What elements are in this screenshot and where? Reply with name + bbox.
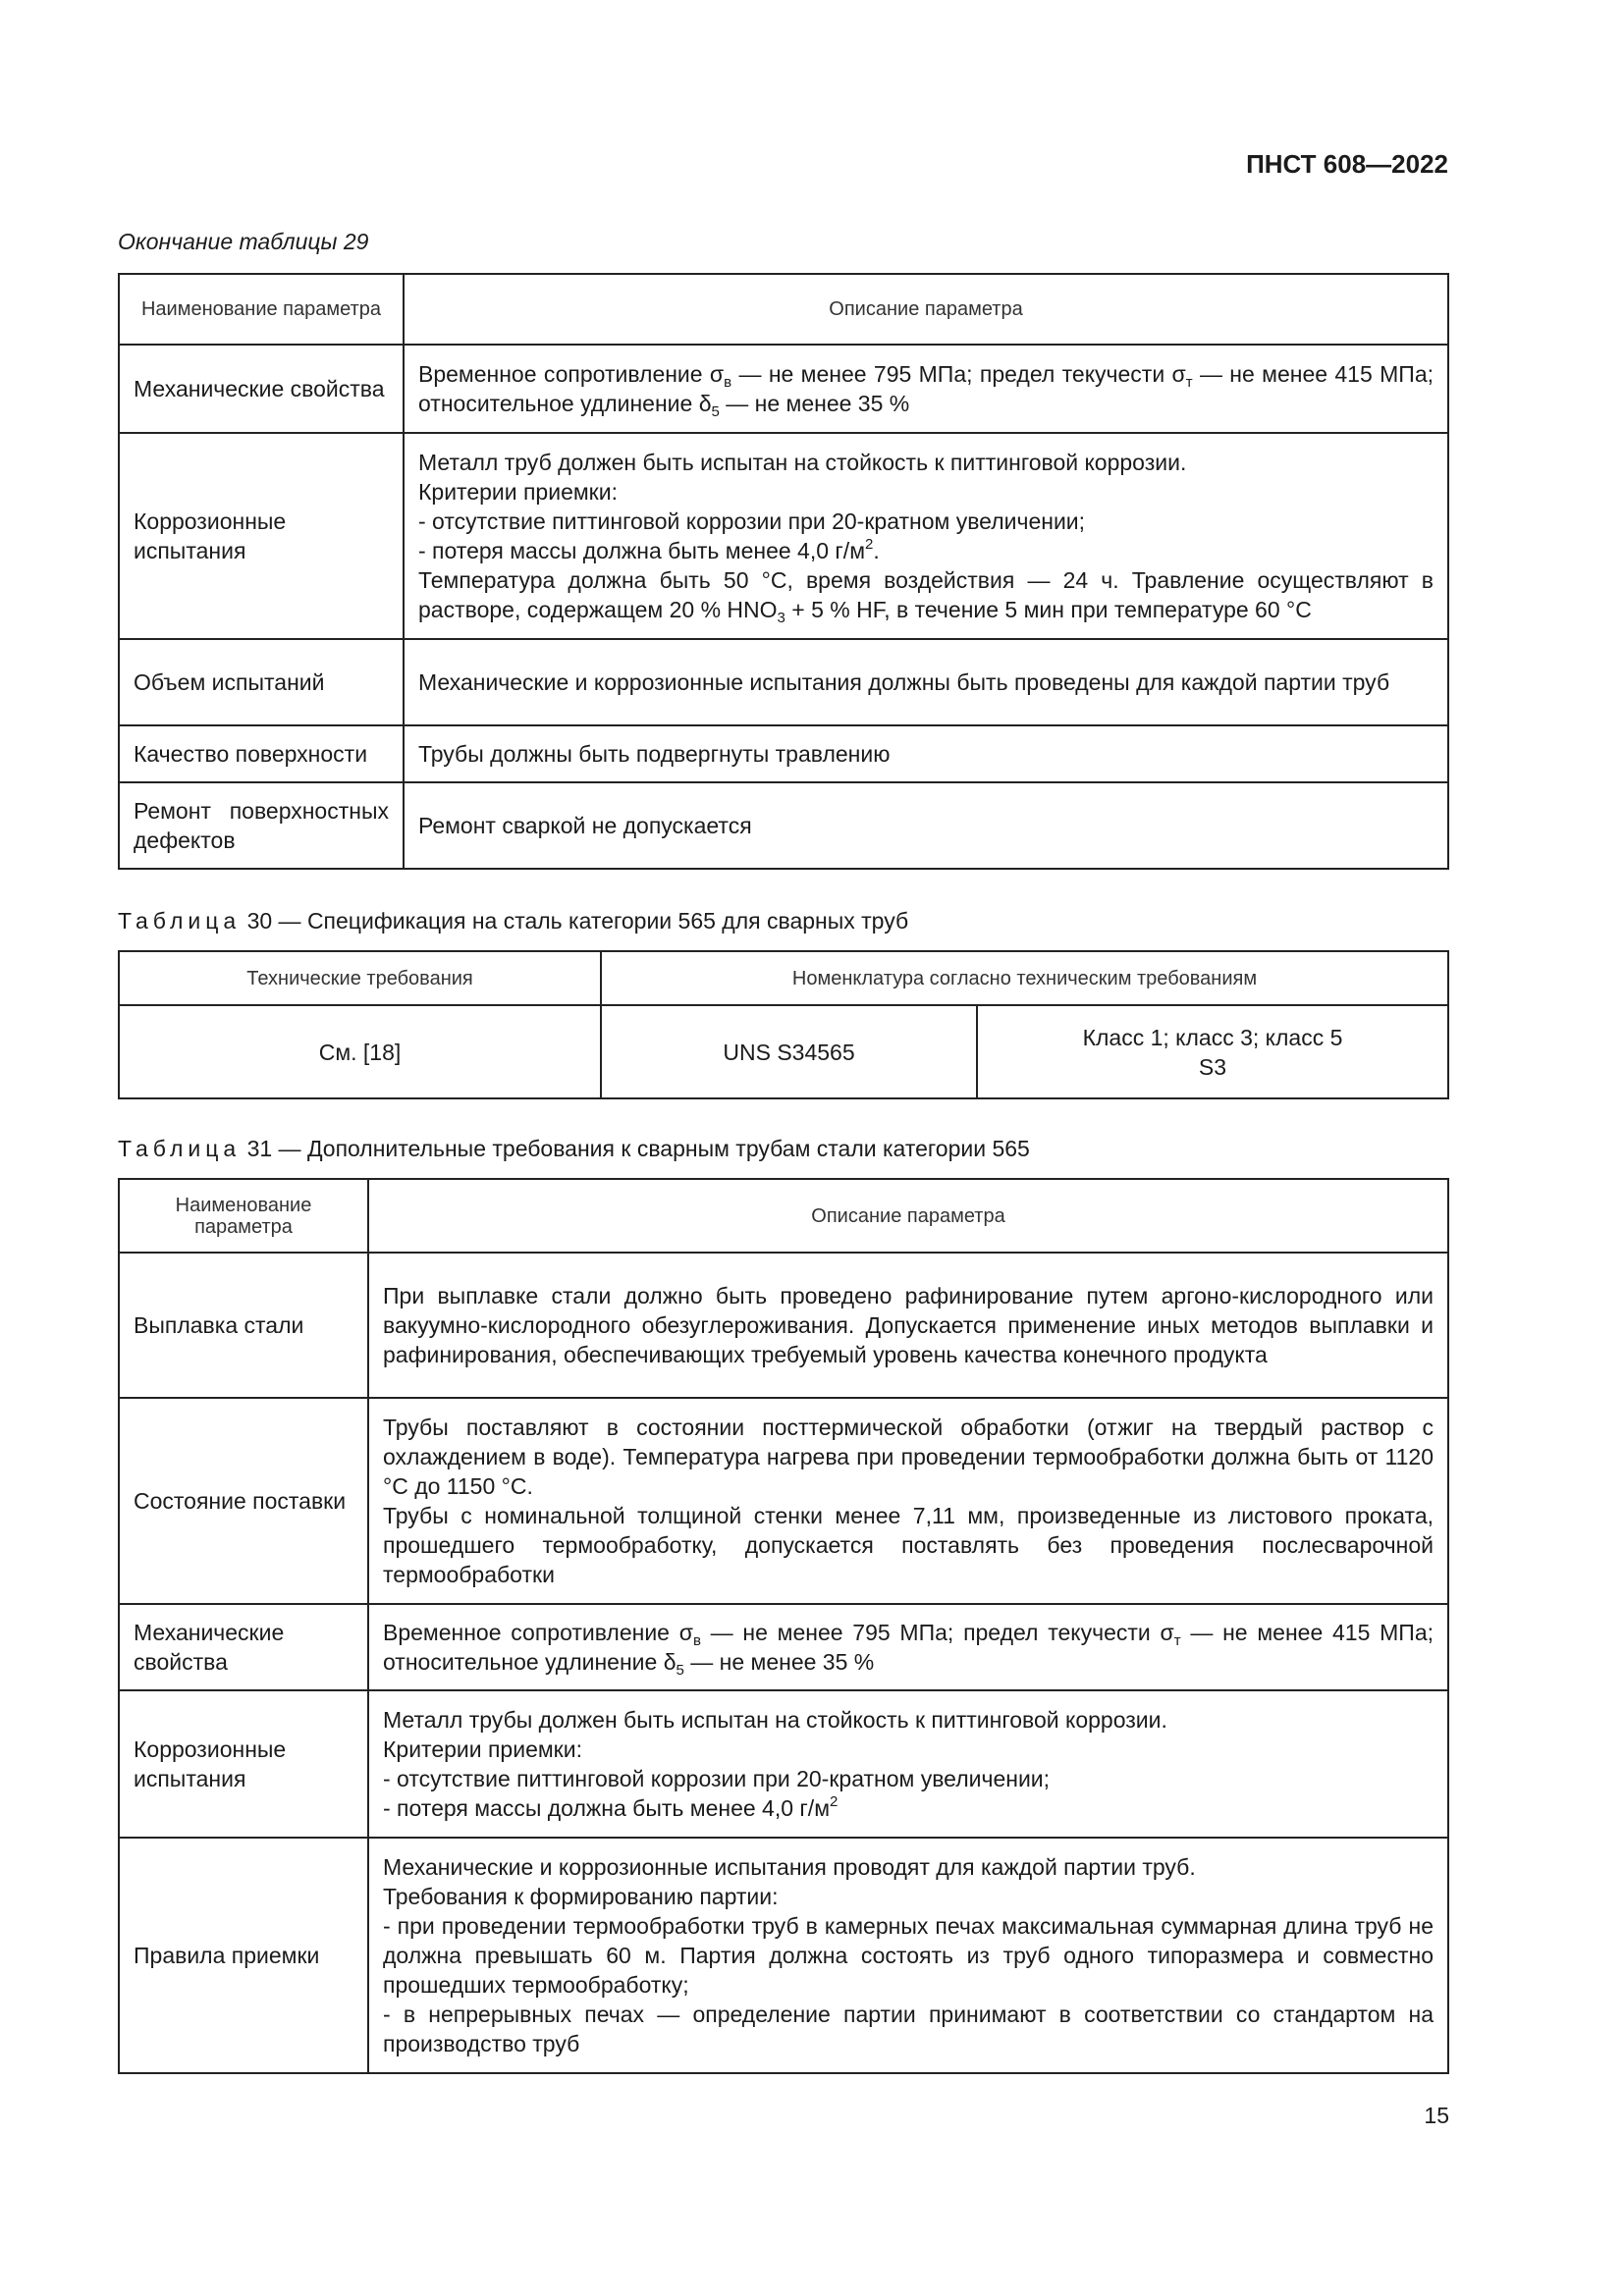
column-header-description: Описание параметра <box>368 1179 1448 1253</box>
param-name: Качество поверхности <box>119 725 404 782</box>
text-line: - отсутствие питтинговой коррозии при 20-кратном увеличении; <box>418 508 1086 534</box>
subscript: 5 <box>711 403 720 420</box>
column-header-requirements: Технические требования <box>119 951 601 1005</box>
param-name: Механические свойства <box>119 345 404 433</box>
table-31 <box>118 1178 1449 2074</box>
param-description <box>404 345 1448 433</box>
text: - потеря массы должна быть менее 4,0 г/м <box>383 1795 831 1821</box>
text-line: Металл трубы должен быть испытан на стойкость к питтинговой коррозии. <box>383 1707 1167 1733</box>
table-row <box>119 782 1448 869</box>
table-row <box>119 1838 1448 2073</box>
text-line: Металл труб должен быть испытан на стойкость к питтинговой коррозии. <box>418 450 1187 475</box>
param-description <box>368 1838 1448 2073</box>
text: + 5 % HF, в течение 5 мин при температуре 60 °C <box>785 597 1312 622</box>
text: — не менее 795 МПа; предел текучести σ <box>731 361 1186 387</box>
text-line: Механические и коррозионные испытания проводят для каждой партии труб. <box>383 1854 1196 1880</box>
param-description <box>404 433 1448 639</box>
table-30 <box>118 950 1449 1099</box>
table-31-caption <box>118 1136 1030 1162</box>
param-name: Выплавка стали <box>119 1253 368 1398</box>
table-row <box>119 1690 1448 1838</box>
text-paragraph: Трубы с номинальной толщиной стенки менее 7,11 мм, произведенные из листового проката, прошедшего термообработку, допускается поставлять без проведения послесварочной термообработки <box>383 1503 1434 1587</box>
cell-class <box>977 1005 1448 1098</box>
text: . <box>873 538 880 563</box>
subscript: т <box>1173 1632 1181 1649</box>
subscript: 5 <box>676 1662 684 1679</box>
subscript: т <box>1185 374 1193 391</box>
table-row <box>119 1398 1448 1604</box>
text-line <box>383 1793 1434 1823</box>
column-header-description: Описание параметра <box>404 274 1448 345</box>
text: Температура должна быть 50 °C, время воздействия — 24 ч. Травление осуществляют в растворе, содержащем 20 % HNO <box>418 567 1434 622</box>
table-row <box>119 433 1448 639</box>
text: — не менее 415 МПа; относительное удлинение δ <box>418 361 1434 416</box>
subscript: в <box>692 1632 701 1649</box>
cell-uns: UNS S34565 <box>601 1005 977 1098</box>
table-row <box>119 1253 1448 1398</box>
superscript: 2 <box>865 536 874 553</box>
text-line: Класс 1; класс 3; класс 5 <box>1082 1024 1343 1050</box>
text: — не менее 415 МПа; относительное удлинение δ <box>383 1620 1434 1675</box>
table-header-row <box>119 274 1448 345</box>
text: - потеря массы должна быть менее 4,0 г/м <box>418 538 866 563</box>
table-header-row <box>119 1179 1448 1253</box>
superscript: 2 <box>830 1793 839 1810</box>
text-line: Критерии приемки: <box>418 479 618 505</box>
text-line <box>418 565 1434 624</box>
text-line: Критерии приемки: <box>383 1736 582 1762</box>
param-name: Ремонт поверхностных дефектов <box>119 782 404 869</box>
param-description <box>368 1398 1448 1604</box>
text: — не менее 795 МПа; предел текучести σ <box>700 1620 1174 1645</box>
column-header-nomenclature: Номенклатура согласно техническим требованиям <box>601 951 1448 1005</box>
param-name: Механические свойства <box>119 1604 368 1690</box>
param-description: Механические и коррозионные испытания должны быть проведены для каждой партии труб <box>404 639 1448 725</box>
cell-reference: См. [18] <box>119 1005 601 1098</box>
text: Временное сопротивление σ <box>418 361 725 387</box>
param-description: Трубы должны быть подвергнуты травлению <box>404 725 1448 782</box>
param-description: При выплавке стали должно быть проведено рафинирование путем аргоно-кислородного или вакуумно-кислородного обезуглероживания. Допускается применение иных методов выплавки и рафинирования, обеспечивающих требуемый уровень качества конечного продукта <box>368 1253 1448 1398</box>
text-line: Требования к формированию партии: <box>383 1884 779 1909</box>
table-29-continuation-caption: Окончание таблицы 29 <box>118 229 369 254</box>
subscript: в <box>724 374 732 391</box>
text: — не менее 35 % <box>719 391 910 416</box>
table-row <box>119 639 1448 725</box>
param-name: Состояние поставки <box>119 1398 368 1604</box>
table-row <box>119 345 1448 433</box>
text-paragraph: Трубы поставляют в состоянии посттермической обработки (отжиг на твердый раствор с охлаждением в воде). Температура нагрева при проведении термообработки должна быть от 1120 °C до 1150 °C. <box>383 1415 1434 1499</box>
column-header-parameter: Наименование параметра <box>119 1179 368 1253</box>
text: — не менее 35 % <box>683 1649 875 1675</box>
caption-label: Таблица <box>118 908 242 934</box>
subscript: 3 <box>777 610 785 626</box>
text-line: - при проведении термообработки труб в камерных печах максимальная суммарная длина труб не должна превышать 60 м. Партия должна состоять из труб одного типоразмера и совместно прошедших термообработку; <box>383 1913 1434 1998</box>
table-row <box>119 725 1448 782</box>
page-number: 15 <box>1424 2103 1449 2128</box>
caption-text: 30 — Спецификация на сталь категории 565 для сварных труб <box>241 908 909 934</box>
text-line: S3 <box>1198 1053 1227 1080</box>
param-name: Правила приемки <box>119 1838 368 2073</box>
text-line: - в непрерывных печах — определение партии принимают в соответствии со стандартом на производство труб <box>383 2002 1434 2056</box>
text-line <box>418 536 1434 565</box>
table-header-row <box>119 951 1448 1005</box>
document-code: ПНСТ 608—2022 <box>1246 149 1448 179</box>
param-description <box>368 1604 1448 1690</box>
param-description <box>368 1690 1448 1838</box>
param-name: Объем испытаний <box>119 639 404 725</box>
table-30-caption <box>118 908 908 934</box>
caption-text: 31 — Дополнительные требования к сварным трубам стали категории 565 <box>241 1136 1030 1161</box>
param-name: Коррозионные испытания <box>119 1690 368 1838</box>
table-row <box>119 1005 1448 1098</box>
text: Временное сопротивление σ <box>383 1620 693 1645</box>
param-name: Коррозионные испытания <box>119 433 404 639</box>
table-29 <box>118 273 1449 870</box>
caption-label: Таблица <box>118 1136 242 1161</box>
param-description: Ремонт сваркой не допускается <box>404 782 1448 869</box>
table-row <box>119 1604 1448 1690</box>
text-line: - отсутствие питтинговой коррозии при 20-кратном увеличении; <box>383 1766 1051 1791</box>
column-header-parameter: Наименование параметра <box>119 274 404 345</box>
